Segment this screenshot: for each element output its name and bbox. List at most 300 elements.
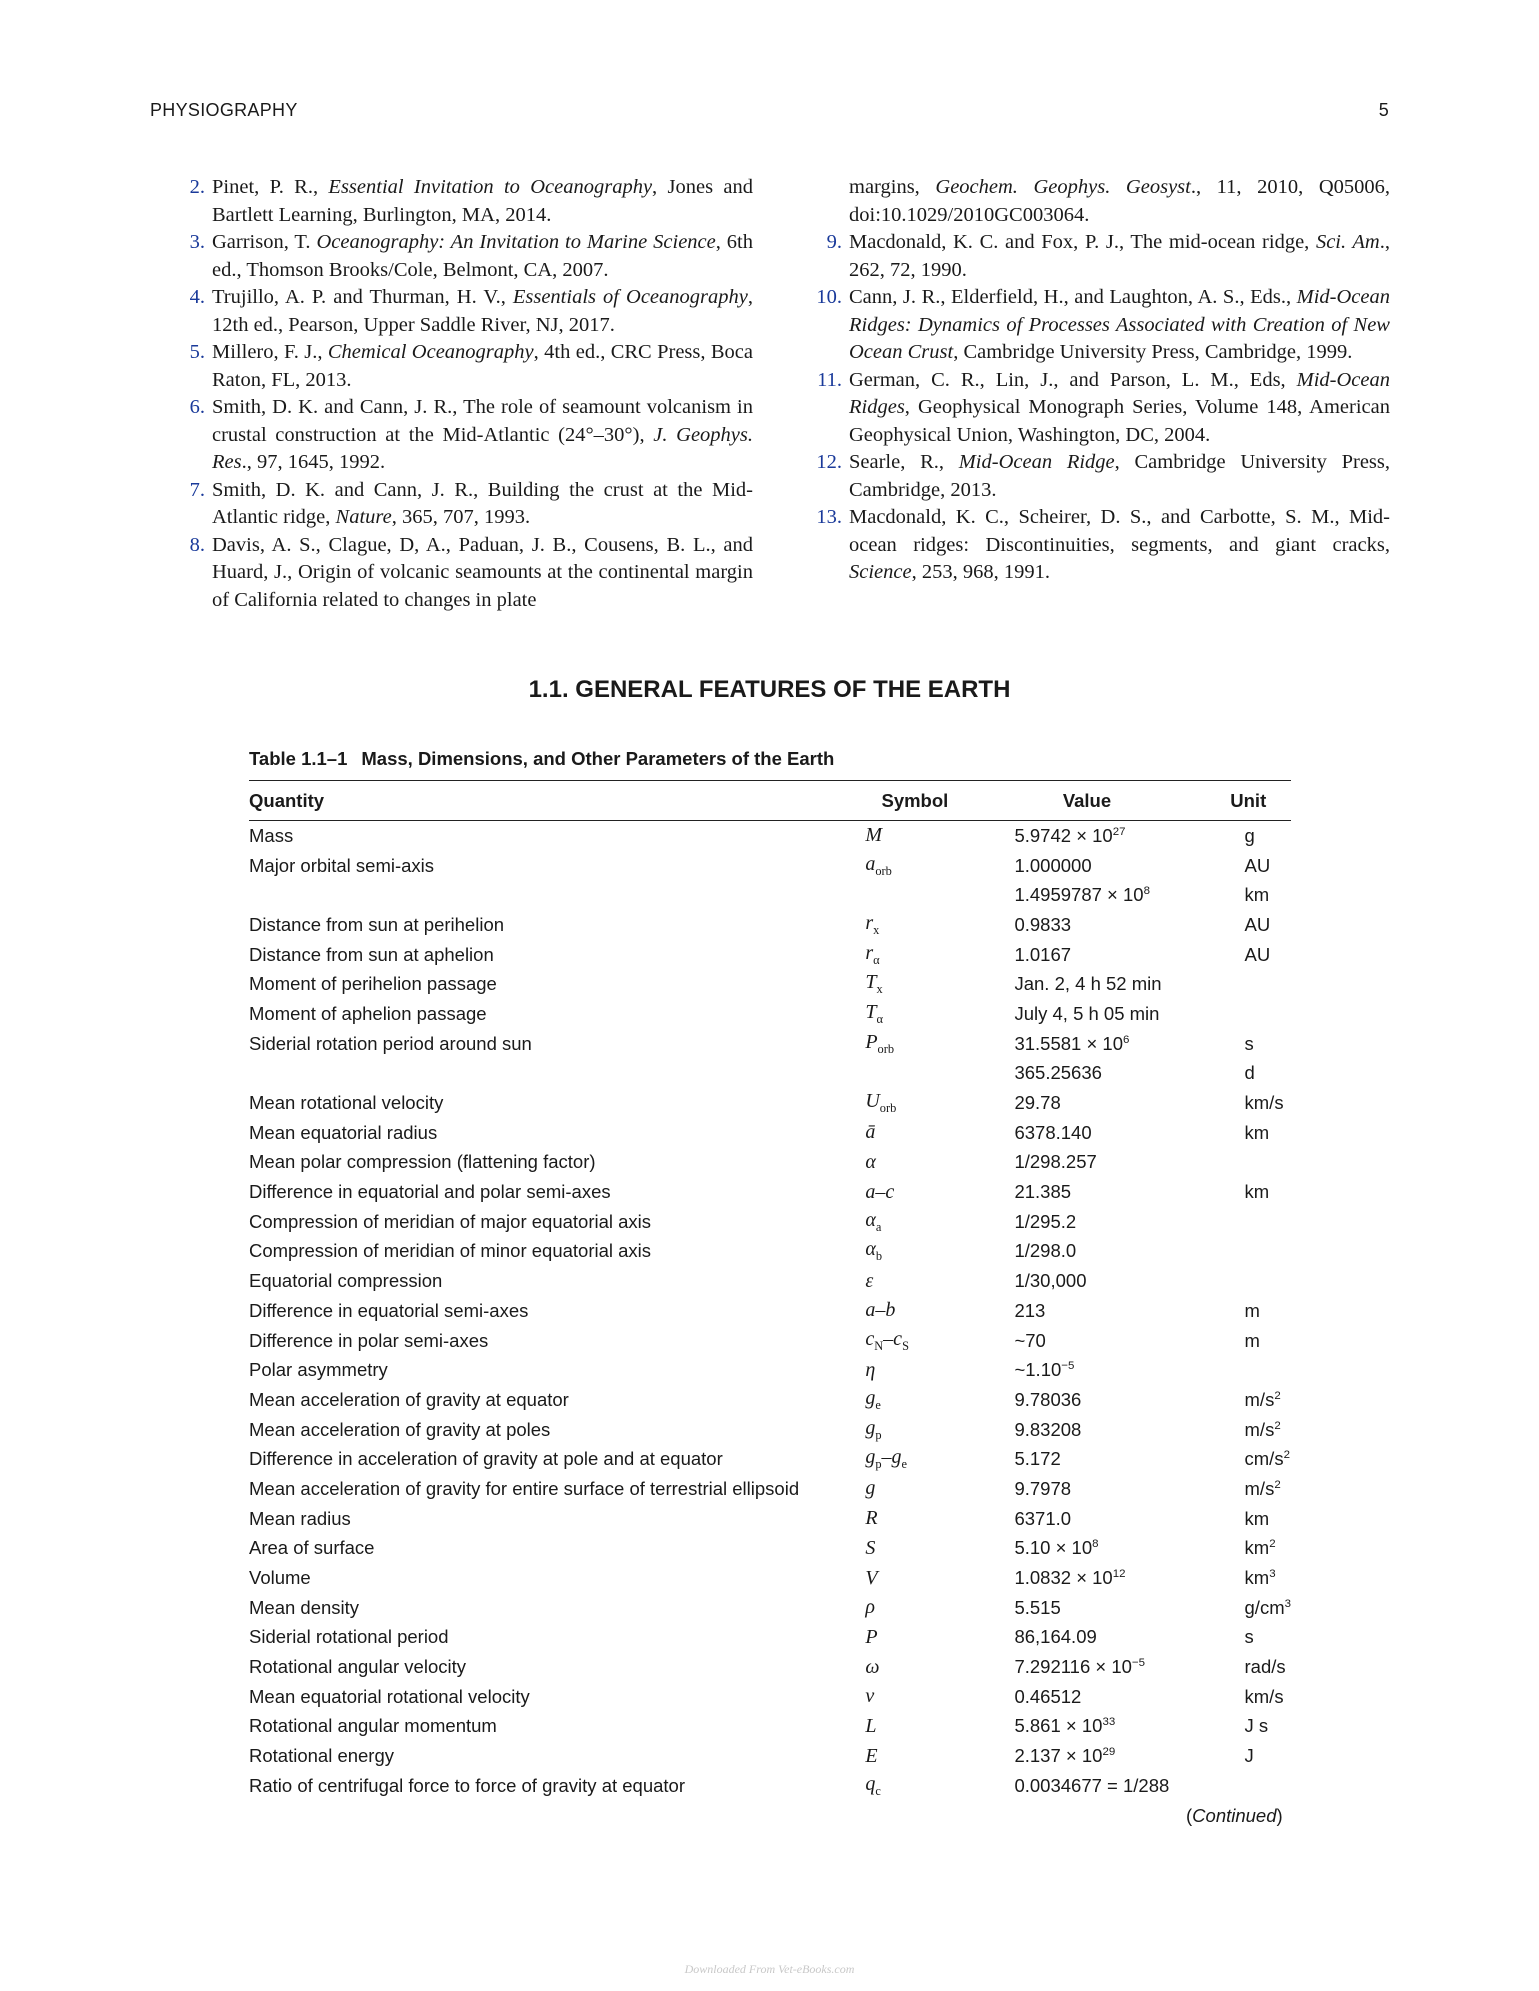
text-run: Smith, D. K. and Cann, J. R., The role of seamount volcanism in crustal construction at the Mid-Atlantic (24°–30°), xyxy=(212,396,753,446)
table-row xyxy=(249,1296,1291,1326)
text-run: m/s xyxy=(1244,1477,1275,1499)
text-run: km xyxy=(1244,1507,1270,1529)
cell-value xyxy=(968,1623,1205,1653)
earth-parameters-table xyxy=(249,780,1291,1801)
text-run: , 6th ed., Thomson Brooks/Cole, Belmont, CA, 2007. xyxy=(212,231,753,281)
subscript: a xyxy=(875,1219,882,1234)
cell-unit xyxy=(1206,1118,1291,1148)
text-run: L xyxy=(865,1714,877,1737)
cell-symbol xyxy=(861,851,968,881)
table-row xyxy=(249,1623,1291,1653)
cell-symbol xyxy=(861,1207,968,1237)
text-run: , 253, 968, 1991. xyxy=(911,561,1050,583)
text-run: , Cambridge University Press, Cambridge, 2013. xyxy=(849,451,1390,501)
cell-value xyxy=(968,1415,1205,1445)
cell-unit xyxy=(1206,880,1291,910)
cell-symbol xyxy=(861,1088,968,1118)
cell-unit xyxy=(1206,1623,1291,1653)
cell-symbol xyxy=(861,1652,968,1682)
reference-number: 2. xyxy=(189,176,205,198)
italic-text: Mid-Ocean Ridges xyxy=(849,368,1390,418)
cell-symbol xyxy=(861,1712,968,1742)
cell-value xyxy=(968,1563,1205,1593)
cell-value xyxy=(968,910,1205,940)
italic-text: Mid-Ocean Ridges: Dynamics of Processes Associated with Creation of New Ocean Crust xyxy=(849,286,1390,363)
cell-quantity: Siderial rotational period xyxy=(249,1626,449,1648)
reference-number: 11. xyxy=(817,368,842,391)
cell-symbol xyxy=(861,940,968,970)
table-row xyxy=(249,1474,1291,1504)
table-row xyxy=(249,1266,1291,1296)
table-row xyxy=(249,1415,1291,1445)
superscript: 2 xyxy=(1274,1389,1281,1402)
text-run: –g xyxy=(881,1446,902,1469)
subscript: x xyxy=(876,982,883,997)
cell-quantity: Difference in equatorial semi-axes xyxy=(249,1299,529,1321)
text-run: Davis, A. S., Clague, D, A., Paduan, J. B., Cousens, B. L., and Huard, J., Origin of volcanic seamounts at the continental margin of California related to changes in plate xyxy=(212,533,753,611)
superscript: 2 xyxy=(1274,1419,1281,1432)
reference-number: 9. xyxy=(826,231,842,253)
cell-symbol xyxy=(861,1177,968,1207)
text-run: margins, xyxy=(849,176,936,198)
cell-value xyxy=(968,880,1205,910)
text-run: ., 11, 2010, Q05006, doi:10.1029/2010GC003064. xyxy=(849,176,1390,226)
cell-value xyxy=(968,1177,1205,1207)
text-run: r xyxy=(865,911,874,934)
cell-quantity: Rotational angular velocity xyxy=(249,1656,466,1678)
cell-quantity: Area of surface xyxy=(249,1537,375,1559)
header-quantity: Quantity xyxy=(249,781,861,821)
cell-unit xyxy=(1206,1355,1291,1385)
subscript: e xyxy=(901,1457,908,1472)
cell-quantity: Mean density xyxy=(249,1596,360,1618)
table-row xyxy=(249,1444,1291,1474)
cell-quantity: Moment of aphelion passage xyxy=(249,1002,487,1024)
reference-number: 7. xyxy=(189,478,205,501)
watermark: Downloaded From Vet-eBooks.com xyxy=(684,1962,855,1976)
header-unit: Unit xyxy=(1206,781,1291,821)
text-run: Jan. 2, 4 h 52 min xyxy=(1014,973,1162,995)
cell-quantity: Mean acceleration of gravity for entire surface of terrestrial ellipsoid xyxy=(249,1477,800,1499)
text-run: 7.292116 × 10 xyxy=(1014,1656,1132,1678)
table-row xyxy=(249,910,1291,940)
text-run: U xyxy=(865,1090,880,1113)
cell-value xyxy=(968,1534,1205,1564)
cell-unit xyxy=(1206,1148,1291,1178)
text-run: 5.861 × 10 xyxy=(1014,1715,1103,1737)
superscript: 33 xyxy=(1102,1716,1116,1729)
subscript: orb xyxy=(877,1041,895,1056)
table-row xyxy=(249,1712,1291,1742)
table-row xyxy=(249,999,1291,1029)
text-run: km xyxy=(1244,1537,1270,1559)
cell-symbol xyxy=(861,1444,968,1474)
text-run: 0.46512 xyxy=(1014,1685,1082,1707)
text-run: km xyxy=(1244,884,1270,906)
text-run: 5.515 xyxy=(1014,1596,1061,1618)
cell-unit xyxy=(1206,851,1291,881)
reference-column-right xyxy=(812,174,1390,614)
italic-text: Essentials of Oceanography xyxy=(512,286,748,308)
text-run: 1/295.2 xyxy=(1014,1210,1077,1232)
reference-item xyxy=(812,504,1390,587)
header-symbol: Symbol xyxy=(861,781,968,821)
text-run: Macdonald, K. C., Scheirer, D. S., and Carbotte, S. M., Mid-ocean ridges: Discontinuities, segments, and giant cracks, xyxy=(849,506,1390,556)
reference-number: 12. xyxy=(816,451,842,473)
italic-text: Science xyxy=(849,561,912,583)
section-title: 1.1. GENERAL FEATURES OF THE EARTH xyxy=(528,676,1011,703)
italic-text: Mid-Ocean Ridge xyxy=(958,451,1115,473)
cell-unit xyxy=(1206,1296,1291,1326)
text-run: 9.83208 xyxy=(1014,1418,1082,1440)
cell-symbol xyxy=(861,1059,968,1089)
text-run: German, C. R., Lin, J., and Parson, L. M., Eds, xyxy=(849,368,1297,391)
cell-value xyxy=(968,1059,1205,1089)
text-run: s xyxy=(1244,1626,1254,1648)
cell-unit xyxy=(1206,1534,1291,1564)
superscript: 27 xyxy=(1112,825,1126,838)
subscript: p xyxy=(875,1427,882,1442)
reference-number: 4. xyxy=(189,286,205,308)
cell-symbol xyxy=(861,1148,968,1178)
cell-quantity: Volume xyxy=(249,1567,311,1589)
text-run: 21.385 xyxy=(1014,1181,1072,1203)
text-run: ω xyxy=(865,1655,880,1678)
superscript: 12 xyxy=(1112,1567,1126,1580)
text-run: rad/s xyxy=(1244,1656,1286,1678)
table-row xyxy=(249,1207,1291,1237)
text-run: , Cambridge University Press, Cambridge, 1999. xyxy=(953,341,1353,363)
text-run: km/s xyxy=(1244,1092,1284,1114)
reference-text xyxy=(849,367,1390,450)
text-run: 1.0832 × 10 xyxy=(1014,1567,1113,1589)
text-run: –c xyxy=(883,1327,903,1350)
reference-text xyxy=(849,174,1390,229)
cell-value xyxy=(968,1148,1205,1178)
table-row xyxy=(249,1771,1291,1801)
text-run: , 365, 707, 1993. xyxy=(391,506,531,528)
text-run: Cann, J. R., Elderfield, H., and Laughton, A. S., Eds., xyxy=(849,286,1297,308)
cell-value xyxy=(968,1444,1205,1474)
text-run: Trujillo, A. P. and Thurman, H. V., xyxy=(212,286,513,308)
cell-unit xyxy=(1206,1385,1291,1415)
text-run: 1.0167 xyxy=(1014,943,1072,965)
table-row xyxy=(249,1504,1291,1534)
text-run: M xyxy=(865,824,882,847)
subscript: orb xyxy=(875,863,892,878)
cell-symbol xyxy=(861,1623,968,1653)
text-run: 5.10 × 10 xyxy=(1014,1537,1093,1559)
cell-symbol xyxy=(861,1593,968,1623)
reference-number: 5. xyxy=(189,341,205,363)
text-run: 1.4959787 × 10 xyxy=(1014,884,1144,906)
text-run: E xyxy=(865,1744,878,1767)
cell-unit xyxy=(1206,910,1291,940)
cell-symbol xyxy=(861,1741,968,1771)
text-run: a xyxy=(865,852,876,875)
text-run: ε xyxy=(865,1269,874,1292)
reference-item xyxy=(175,394,753,477)
text-run: R xyxy=(865,1507,878,1530)
text-run: AU xyxy=(1244,943,1271,965)
cell-symbol xyxy=(861,1296,968,1326)
reference-number: 6. xyxy=(189,396,205,418)
cell-quantity: Mean equatorial rotational velocity xyxy=(249,1685,530,1707)
cell-value xyxy=(968,969,1205,999)
cell-unit xyxy=(1206,1177,1291,1207)
text-run: v xyxy=(865,1685,875,1708)
text-run: 5.9742 × 10 xyxy=(1014,824,1113,846)
text-run: a–b xyxy=(865,1299,896,1322)
text-run: V xyxy=(865,1566,878,1589)
cell-unit xyxy=(1206,1474,1291,1504)
reference-list xyxy=(175,174,1390,614)
text-run: July 4, 5 h 05 min xyxy=(1014,1002,1160,1024)
cell-unit xyxy=(1206,1593,1291,1623)
superscript: −5 xyxy=(1061,1360,1075,1373)
cell-value xyxy=(968,1118,1205,1148)
cell-unit xyxy=(1206,1682,1291,1712)
text-run: km/s xyxy=(1244,1685,1284,1707)
cell-unit xyxy=(1206,999,1291,1029)
reference-number: 3. xyxy=(189,231,205,253)
text-run: km xyxy=(1244,1567,1270,1589)
text-run: m xyxy=(1244,1299,1260,1321)
cell-quantity: Rotational energy xyxy=(249,1745,395,1767)
reference-item xyxy=(175,174,753,229)
cell-quantity: Mean polar compression (flattening factor) xyxy=(249,1151,596,1173)
subscript: x xyxy=(873,922,880,937)
table-header-row xyxy=(249,781,1291,821)
text-run: 6378.140 xyxy=(1014,1121,1092,1143)
cell-unit xyxy=(1206,1652,1291,1682)
reference-text xyxy=(849,229,1390,284)
text-run: J xyxy=(1244,1745,1254,1767)
text-run: 365.25636 xyxy=(1014,1062,1102,1084)
table-row xyxy=(249,1059,1291,1089)
cell-quantity: Mean acceleration of gravity at poles xyxy=(249,1418,551,1440)
text-run: 9.7978 xyxy=(1014,1477,1072,1499)
text-run: 2.137 × 10 xyxy=(1014,1745,1103,1767)
cell-unit xyxy=(1206,969,1291,999)
cell-symbol xyxy=(861,969,968,999)
cell-symbol xyxy=(861,1237,968,1267)
cell-symbol xyxy=(861,1118,968,1148)
cell-quantity: Difference in polar semi-axes xyxy=(249,1329,489,1351)
table-row xyxy=(249,851,1291,881)
reference-text xyxy=(212,174,753,229)
superscript: 8 xyxy=(1092,1538,1099,1551)
text-run: 9.78036 xyxy=(1014,1388,1082,1410)
cell-value xyxy=(968,940,1205,970)
table-row xyxy=(249,969,1291,999)
cell-quantity: Mass xyxy=(249,824,294,846)
cell-symbol xyxy=(861,1029,968,1059)
italic-text: Essential Invitation to Oceanography xyxy=(328,176,653,198)
text-run: 1/30,000 xyxy=(1014,1270,1087,1292)
cell-quantity: Difference in acceleration of gravity at pole and at equator xyxy=(249,1448,723,1470)
cell-quantity: Equatorial compression xyxy=(249,1270,443,1292)
text-run: q xyxy=(865,1772,876,1795)
cell-quantity: Compression of meridian of major equatorial axis xyxy=(249,1210,652,1232)
running-head xyxy=(150,100,1389,121)
cell-symbol xyxy=(861,1504,968,1534)
table-continued-note: (Continued) xyxy=(1186,1805,1283,1826)
text-run: 5.172 xyxy=(1014,1448,1061,1470)
cell-unit xyxy=(1206,821,1291,851)
cell-symbol xyxy=(861,999,968,1029)
cell-value xyxy=(968,1593,1205,1623)
italic-text: Sci. Am xyxy=(1315,231,1380,253)
superscript: 2 xyxy=(1269,1538,1276,1551)
text-run: 213 xyxy=(1014,1299,1046,1321)
cell-value xyxy=(968,1474,1205,1504)
italic-text: Oceanography: An Invitation to Marine Science xyxy=(316,231,716,253)
table-row xyxy=(249,1741,1291,1771)
text-run: Smith, D. K. and Cann, J. R., Building the crust at the Mid-Atlantic ridge, xyxy=(212,478,753,528)
cell-unit xyxy=(1206,1444,1291,1474)
text-run: AU xyxy=(1244,854,1271,876)
text-run: , 4th ed., CRC Press, Boca Raton, FL, 2013. xyxy=(212,341,753,391)
text-run: cm/s xyxy=(1244,1448,1284,1470)
cell-value xyxy=(968,999,1205,1029)
table-row xyxy=(249,1177,1291,1207)
cell-symbol xyxy=(861,1563,968,1593)
cell-symbol xyxy=(861,1534,968,1564)
table-row xyxy=(249,1652,1291,1682)
italic-text: Geochem. Geophys. Geosyst xyxy=(935,176,1191,198)
reference-item xyxy=(175,477,753,532)
subscript: c xyxy=(875,1783,881,1798)
text-run: Macdonald, K. C. and Fox, P. J., The mid-ocean ridge, xyxy=(849,231,1316,253)
subscript: p xyxy=(875,1457,882,1472)
cell-unit xyxy=(1206,1266,1291,1296)
table-row xyxy=(249,1534,1291,1564)
italic-text: Chemical Oceanography xyxy=(327,341,534,363)
reference-item xyxy=(175,284,753,339)
table-row xyxy=(249,821,1291,851)
cell-value xyxy=(968,1029,1205,1059)
cell-value xyxy=(968,1682,1205,1712)
text-run: 29.78 xyxy=(1014,1092,1061,1114)
text-run: 1/298.257 xyxy=(1014,1151,1097,1173)
cell-quantity: Major orbital semi-axis xyxy=(249,854,435,876)
cell-unit xyxy=(1206,1029,1291,1059)
text-run: 0.0034677 = 1/288 xyxy=(1014,1774,1170,1796)
cell-value xyxy=(968,1296,1205,1326)
table-row xyxy=(249,1029,1291,1059)
reference-text xyxy=(849,284,1390,367)
cell-symbol xyxy=(861,1415,968,1445)
cell-quantity: Compression of meridian of minor equatorial axis xyxy=(249,1240,652,1262)
cell-symbol xyxy=(861,880,968,910)
table-row xyxy=(249,1237,1291,1267)
cell-value xyxy=(968,1237,1205,1267)
subscript: e xyxy=(875,1397,881,1412)
subscript: S xyxy=(902,1338,909,1353)
cell-unit xyxy=(1206,1088,1291,1118)
cell-value xyxy=(968,1266,1205,1296)
cell-unit xyxy=(1206,1237,1291,1267)
text-run: m/s xyxy=(1244,1418,1275,1440)
cell-unit xyxy=(1206,1415,1291,1445)
reference-text xyxy=(849,504,1390,587)
text-run: T xyxy=(865,971,877,994)
text-run: α xyxy=(865,1208,876,1231)
table-caption xyxy=(249,748,834,770)
text-run: 31.5581 × 10 xyxy=(1014,1032,1124,1054)
cell-quantity xyxy=(249,1059,861,1089)
cell-symbol xyxy=(861,821,968,851)
reference-text xyxy=(212,339,753,394)
superscript: 6 xyxy=(1123,1033,1130,1046)
text-run: Pinet, P. R., xyxy=(212,176,329,198)
cell-quantity: Distance from sun at aphelion xyxy=(249,943,494,965)
text-run: km xyxy=(1244,1121,1270,1143)
cell-symbol xyxy=(861,1385,968,1415)
cell-value xyxy=(968,1207,1205,1237)
table-row xyxy=(249,1088,1291,1118)
text-run: ā xyxy=(865,1121,876,1144)
table-row xyxy=(249,1355,1291,1385)
reference-number: 13. xyxy=(816,506,842,528)
superscript: 3 xyxy=(1269,1567,1276,1580)
table-number: Table 1.1–1 xyxy=(249,748,348,769)
cell-value xyxy=(968,851,1205,881)
cell-quantity: Mean rotational velocity xyxy=(249,1092,444,1114)
reference-text xyxy=(212,532,753,615)
table-row xyxy=(249,1118,1291,1148)
cell-symbol xyxy=(861,1771,968,1801)
reference-number: 10. xyxy=(816,286,842,308)
cell-quantity: Rotational angular momentum xyxy=(249,1715,497,1737)
text-run: g xyxy=(1244,824,1255,846)
reference-text xyxy=(212,394,753,477)
text-run: r xyxy=(865,941,874,964)
subscript: α xyxy=(873,952,880,967)
cell-quantity: Polar asymmetry xyxy=(249,1359,388,1381)
table-row xyxy=(249,1148,1291,1178)
text-run: a–c xyxy=(865,1180,895,1203)
reference-item xyxy=(812,367,1390,450)
superscript: 2 xyxy=(1283,1449,1290,1462)
cell-value xyxy=(968,1712,1205,1742)
cell-quantity: Distance from sun at perihelion xyxy=(249,913,505,935)
text-run: g xyxy=(865,1416,876,1439)
cell-unit xyxy=(1206,1563,1291,1593)
text-run: T xyxy=(865,1000,877,1023)
cell-unit xyxy=(1206,1207,1291,1237)
cell-unit xyxy=(1206,1771,1291,1801)
table-row xyxy=(249,1563,1291,1593)
superscript: −5 xyxy=(1131,1656,1145,1669)
running-head-section: PHYSIOGRAPHY xyxy=(150,100,298,120)
cell-quantity: Mean radius xyxy=(249,1507,351,1529)
text-run: ~1.10 xyxy=(1014,1359,1062,1381)
cell-quantity: Mean acceleration of gravity at equator xyxy=(249,1388,569,1410)
text-run: η xyxy=(865,1358,876,1381)
table-row xyxy=(249,1326,1291,1356)
cell-symbol xyxy=(861,1266,968,1296)
cell-unit xyxy=(1206,1712,1291,1742)
table-body xyxy=(249,821,1291,1801)
text-run: S xyxy=(865,1536,876,1559)
subscript: α xyxy=(876,1011,883,1026)
text-run: g xyxy=(865,1386,876,1409)
reference-item xyxy=(812,284,1390,367)
text-run: 6371.0 xyxy=(1014,1507,1072,1529)
table-row xyxy=(249,940,1291,970)
